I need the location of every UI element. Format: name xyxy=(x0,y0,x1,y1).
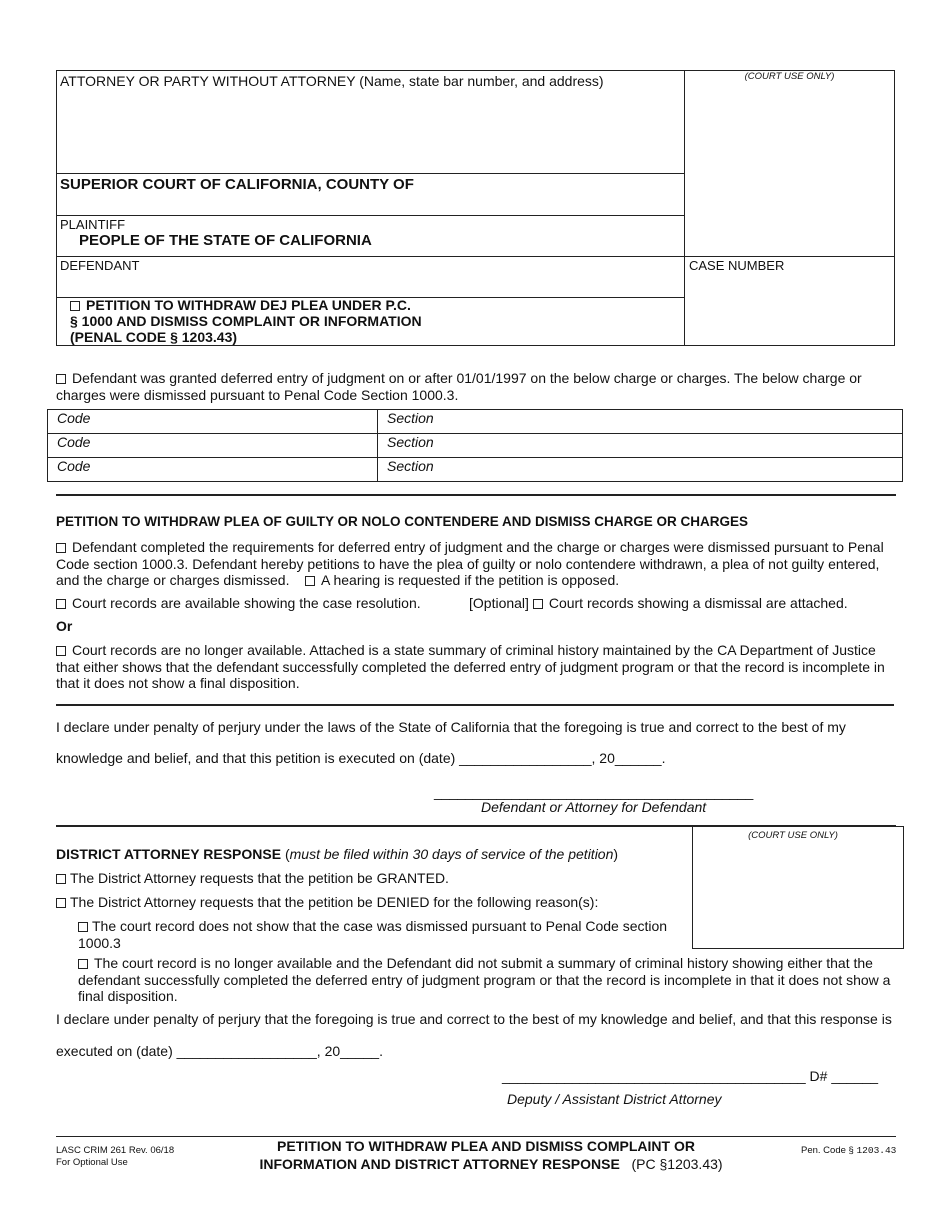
records-available-text: Court records are available showing the case resolution. xyxy=(72,595,421,611)
dej-statement-text: Defendant was granted deferred entry of judgment on or after 01/01/1997 on the below charge or charges. The below charge or charges were dismissed pursuant to Penal Code Section 1000.3. xyxy=(56,370,862,403)
charges-table xyxy=(47,409,903,482)
footer-title-line2-text: INFORMATION AND DISTRICT ATTORNEY RESPONSE xyxy=(259,1156,620,1172)
or-label: Or xyxy=(56,618,73,634)
court-name: SUPERIOR COURT OF CALIFORNIA, COUNTY OF xyxy=(60,176,414,193)
caption-divider xyxy=(56,173,684,174)
da-heading-bold: DISTRICT ATTORNEY RESPONSE xyxy=(56,846,282,862)
records-unavailable-checkbox[interactable] xyxy=(56,646,66,656)
code-cell[interactable]: Code xyxy=(48,458,378,482)
da-heading-italic: must be filed within 30 days of service of the petition xyxy=(289,846,614,862)
dismissal-attached-row[interactable] xyxy=(469,595,848,611)
section-cell[interactable]: Section xyxy=(378,458,903,482)
records-available-row[interactable] xyxy=(56,595,421,611)
petition-title-line2: § 1000 AND DISMISS COMPLAINT OR INFORMATION xyxy=(70,313,422,329)
records-unavailable[interactable] xyxy=(56,642,896,692)
da-denied-text: The District Attorney requests that the petition be DENIED for the following reason(s): xyxy=(70,894,599,910)
footer-title-line2 xyxy=(226,1156,756,1172)
da-granted-checkbox[interactable] xyxy=(56,874,66,884)
optional-use: For Optional Use xyxy=(56,1157,128,1168)
footer-title-line1: PETITION TO WITHDRAW PLEA AND DISMISS COMPLAINT OR xyxy=(277,1138,695,1154)
case-number-label: CASE NUMBER xyxy=(689,258,785,273)
da-granted-row[interactable] xyxy=(56,870,449,886)
petition-title[interactable] xyxy=(70,297,422,345)
table-row xyxy=(48,410,903,434)
da-court-use-box xyxy=(692,826,904,949)
da-signature-label: Deputy / Assistant District Attorney xyxy=(507,1091,722,1107)
da-heading: DISTRICT ATTORNEY RESPONSE (must be filed within 30 days of service of the petition) xyxy=(56,846,619,862)
dej-statement[interactable] xyxy=(56,370,896,403)
pen-code-number: 1203.43 xyxy=(856,1145,897,1156)
defendant-signature-line[interactable]: _________________________________________ xyxy=(434,784,754,800)
da-court-use-only-label: (COURT USE ONLY) xyxy=(748,830,838,841)
optional-label: [Optional] xyxy=(469,595,529,611)
da-reason2[interactable] xyxy=(78,955,896,1005)
da-granted-text: The District Attorney requests that the petition be GRANTED. xyxy=(70,870,449,886)
da-reason2-text: The court record is no longer available and the Defendant did not submit a summary of criminal history showing either that the defendant successfully completed the deferred entry of judgment program or that the record is incomplete in that it does not show a final disposition. xyxy=(78,955,891,1004)
da-declaration-line1: I declare under penalty of perjury that the foregoing is true and correct to the best of my knowledge and belief, and that this response is xyxy=(56,1011,892,1027)
completed-text: Defendant completed the requirements for deferred entry of judgment and the charge or charges were dismissed pursuant to Penal Code section 1000.3. Defendant hereby petitions to have the plea of guilty or nolo contendere withdrawn, a plea of not guilty entered, and the charge or charges dismissed. xyxy=(56,539,884,588)
hearing-text: A hearing is requested if the petition is opposed. xyxy=(321,572,620,588)
form-id: LASC CRIM 261 Rev. 06/18 xyxy=(56,1145,175,1156)
section-rule xyxy=(56,494,896,496)
completed-requirements[interactable] xyxy=(56,539,896,589)
da-reason1-text: The court record does not show that the case was dismissed pursuant to Penal Code section 1000.3 xyxy=(78,918,668,951)
caption-divider xyxy=(56,215,684,216)
da-reason1-checkbox[interactable] xyxy=(78,922,88,932)
declaration-line2[interactable]: knowledge and belief, and that this petition is executed on (date) _________________, 20______. xyxy=(56,750,666,766)
caption-divider xyxy=(56,256,895,257)
pen-code-citation xyxy=(801,1145,896,1156)
table-row xyxy=(48,434,903,458)
pen-code-label: Pen. Code § xyxy=(801,1145,854,1156)
plaintiff-name: PEOPLE OF THE STATE OF CALIFORNIA xyxy=(79,232,372,249)
dismissal-attached-checkbox[interactable] xyxy=(533,599,543,609)
declaration-line1: I declare under penalty of perjury under the laws of the State of California that the foregoing is true and correct to the best of my xyxy=(56,719,846,735)
da-denied-checkbox[interactable] xyxy=(56,898,66,908)
petition-title-line3: (PENAL CODE § 1203.43) xyxy=(70,329,238,345)
da-declaration-line2[interactable]: executed on (date) __________________, 20_____. xyxy=(56,1043,383,1059)
da-signature-line[interactable]: _______________________________________ D# ______ xyxy=(502,1068,879,1084)
petition-title-line1: PETITION TO WITHDRAW DEJ PLEA UNDER P.C. xyxy=(86,297,411,313)
dismissal-attached-text: Court records showing a dismissal are attached. xyxy=(548,595,848,611)
records-unavailable-text: Court records are no longer available. Attached is a state summary of criminal history maintained by the CA Department of Justice that either shows that the defendant successfully completed the deferred entry of judgment program or that the record is incomplete in that it does not show a final disposition. xyxy=(56,642,885,691)
plaintiff-label: PLAINTIFF xyxy=(60,217,126,232)
code-cell[interactable]: Code xyxy=(48,434,378,458)
petition-heading: PETITION TO WITHDRAW PLEA OF GUILTY OR NOLO CONTENDERE AND DISMISS CHARGE OR CHARGES xyxy=(56,514,749,529)
section-cell[interactable]: Section xyxy=(378,410,903,434)
petition-title-checkbox[interactable] xyxy=(70,301,80,311)
code-cell[interactable]: Code xyxy=(48,410,378,434)
hearing-checkbox[interactable] xyxy=(305,576,315,586)
table-row xyxy=(48,458,903,482)
court-use-only-label: (COURT USE ONLY) xyxy=(744,71,835,82)
caption-divider-vertical xyxy=(684,70,685,346)
records-available-checkbox[interactable] xyxy=(56,599,66,609)
completed-checkbox[interactable] xyxy=(56,543,66,553)
section-cell[interactable]: Section xyxy=(378,434,903,458)
da-denied-row[interactable] xyxy=(56,894,598,910)
attorney-label: ATTORNEY OR PARTY WITHOUT ATTORNEY (Name, state bar number, and address) xyxy=(60,73,604,89)
defendant-signature-label: Defendant or Attorney for Defendant xyxy=(481,799,707,815)
defendant-label: DEFENDANT xyxy=(60,258,140,273)
footer-title-cite: (PC §1203.43) xyxy=(631,1156,723,1172)
dej-checkbox[interactable] xyxy=(56,374,66,384)
da-reason1[interactable] xyxy=(78,918,678,951)
da-reason2-checkbox[interactable] xyxy=(78,959,88,969)
footer-rule xyxy=(56,1136,896,1137)
section-rule xyxy=(56,704,894,706)
